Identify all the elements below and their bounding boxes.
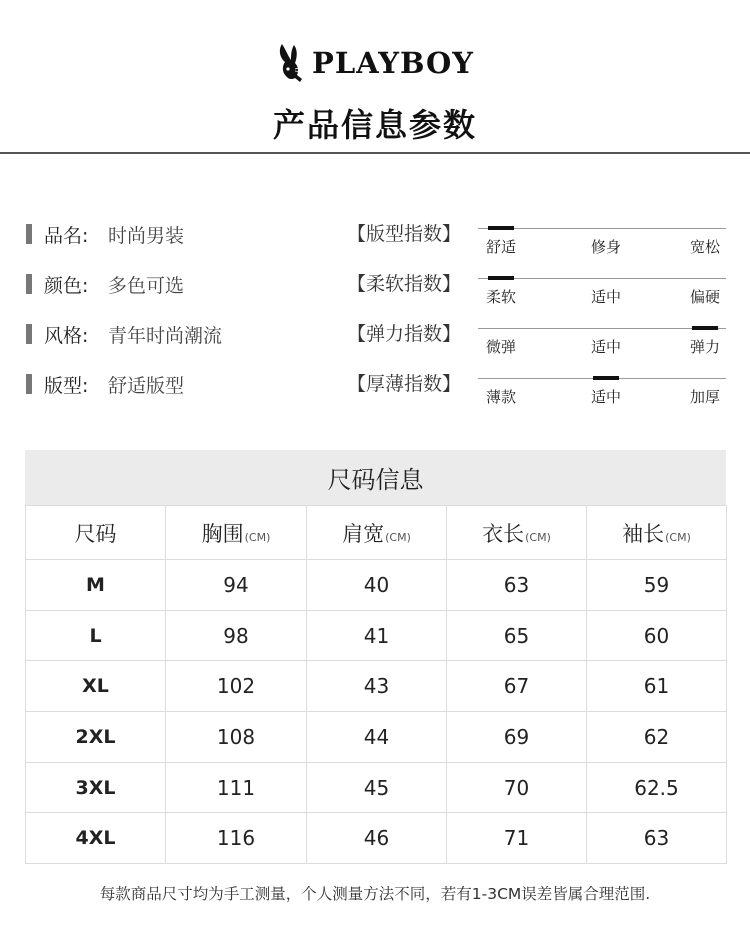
scale-option: 柔软 bbox=[486, 288, 517, 306]
size-chart bbox=[25, 450, 726, 864]
chest-cell: 98 bbox=[166, 610, 307, 661]
table-row bbox=[26, 560, 727, 611]
chest-cell: 102 bbox=[166, 661, 307, 712]
table-row bbox=[26, 762, 727, 813]
size-cell: XL bbox=[26, 661, 166, 712]
scale-marker bbox=[692, 326, 718, 330]
chest-cell: 108 bbox=[166, 712, 307, 763]
length-cell: 63 bbox=[447, 560, 587, 611]
scale-option: 适中 bbox=[590, 388, 621, 406]
param-label: 风格: bbox=[44, 325, 89, 347]
length-cell: 69 bbox=[447, 712, 587, 763]
index-scale bbox=[478, 278, 726, 308]
column-label: 尺码 bbox=[74, 521, 117, 546]
size-cell: 3XL bbox=[26, 762, 166, 813]
size-chart-title: 尺码信息 bbox=[25, 450, 726, 505]
shoulder-cell: 40 bbox=[307, 560, 447, 611]
column-label: 袖长 bbox=[622, 521, 665, 546]
shoulder-cell: 41 bbox=[307, 610, 447, 661]
bullet-bar-icon bbox=[26, 324, 32, 344]
param-row bbox=[0, 360, 750, 410]
sleeve-cell: 62.5 bbox=[587, 762, 727, 813]
param-label: 版型: bbox=[44, 375, 89, 397]
index-label: 【版型指数】 bbox=[347, 223, 462, 245]
index-scale bbox=[478, 378, 726, 408]
index-scale bbox=[478, 228, 726, 258]
sleeve-cell: 60 bbox=[587, 610, 727, 661]
index-label: 【弹力指数】 bbox=[347, 323, 462, 345]
header bbox=[0, 0, 750, 155]
table-header-row bbox=[26, 506, 727, 560]
scale-option: 适中 bbox=[590, 338, 621, 356]
column-unit: (CM) bbox=[525, 530, 551, 544]
table-row bbox=[26, 610, 727, 661]
column-unit: (CM) bbox=[244, 530, 271, 544]
sleeve-cell: 61 bbox=[587, 661, 727, 712]
param-row bbox=[0, 310, 750, 360]
param-row bbox=[0, 210, 750, 260]
length-cell: 71 bbox=[447, 813, 587, 864]
column-label: 肩宽 bbox=[342, 521, 385, 546]
column-header bbox=[26, 506, 166, 560]
column-header bbox=[587, 506, 727, 560]
sleeve-cell: 63 bbox=[587, 813, 727, 864]
brand-name: PLAYBOY bbox=[312, 46, 474, 80]
param-label: 品名: bbox=[44, 225, 89, 247]
shoulder-cell: 44 bbox=[307, 712, 447, 763]
shoulder-cell: 43 bbox=[307, 661, 447, 712]
chest-cell: 94 bbox=[166, 560, 307, 611]
bullet-bar-icon bbox=[26, 224, 32, 244]
size-cell: 4XL bbox=[26, 813, 166, 864]
scale-marker bbox=[593, 376, 619, 380]
scale-option: 适中 bbox=[590, 288, 621, 306]
scale-option: 弹力 bbox=[689, 338, 720, 356]
param-row bbox=[0, 260, 750, 310]
scale-option: 宽松 bbox=[689, 238, 720, 256]
scale-option: 薄款 bbox=[486, 388, 517, 406]
scale-line bbox=[478, 228, 726, 229]
shoulder-cell: 46 bbox=[307, 813, 447, 864]
scale-option: 加厚 bbox=[689, 388, 720, 406]
index-label: 【柔软指数】 bbox=[347, 273, 462, 295]
length-cell: 67 bbox=[447, 661, 587, 712]
scale-option: 修身 bbox=[590, 238, 621, 256]
size-table bbox=[25, 505, 727, 864]
param-label: 颜色: bbox=[44, 275, 89, 297]
scale-option: 微弹 bbox=[486, 338, 517, 356]
index-scale bbox=[478, 328, 726, 358]
table-row bbox=[26, 661, 727, 712]
shoulder-cell: 45 bbox=[307, 762, 447, 813]
param-value: 多色可选 bbox=[108, 275, 185, 297]
scale-marker bbox=[488, 226, 514, 230]
scale-option: 舒适 bbox=[486, 238, 517, 256]
table-row bbox=[26, 712, 727, 763]
size-cell: 2XL bbox=[26, 712, 166, 763]
page-title: 产品信息参数 bbox=[272, 106, 477, 144]
param-value: 舒适版型 bbox=[108, 375, 185, 397]
brand bbox=[0, 42, 750, 84]
column-header bbox=[307, 506, 447, 560]
length-cell: 65 bbox=[447, 610, 587, 661]
param-value: 时尚男装 bbox=[108, 225, 185, 247]
column-unit: (CM) bbox=[665, 530, 691, 544]
header-divider bbox=[0, 152, 750, 154]
measurement-note: 每款商品尺寸均为手工测量，个人测量方法不同，若有1-3CM误差皆属合理范围. bbox=[99, 885, 651, 903]
sleeve-cell: 59 bbox=[587, 560, 727, 611]
column-label: 胸围 bbox=[201, 521, 244, 546]
size-cell: L bbox=[26, 610, 166, 661]
length-cell: 70 bbox=[447, 762, 587, 813]
bullet-bar-icon bbox=[26, 274, 32, 294]
column-header bbox=[447, 506, 587, 560]
param-value: 青年时尚潮流 bbox=[108, 325, 223, 347]
column-header bbox=[166, 506, 307, 560]
column-label: 衣长 bbox=[482, 521, 525, 546]
column-unit: (CM) bbox=[385, 530, 411, 544]
size-cell: M bbox=[26, 560, 166, 611]
scale-line bbox=[478, 328, 726, 329]
bunny-head-icon bbox=[276, 42, 306, 84]
chest-cell: 116 bbox=[166, 813, 307, 864]
scale-option: 偏硬 bbox=[689, 288, 720, 306]
scale-marker bbox=[488, 276, 514, 280]
chest-cell: 111 bbox=[166, 762, 307, 813]
table-row bbox=[26, 813, 727, 864]
bullet-bar-icon bbox=[26, 374, 32, 394]
scale-line bbox=[478, 278, 726, 279]
sleeve-cell: 62 bbox=[587, 712, 727, 763]
index-label: 【厚薄指数】 bbox=[347, 373, 462, 395]
